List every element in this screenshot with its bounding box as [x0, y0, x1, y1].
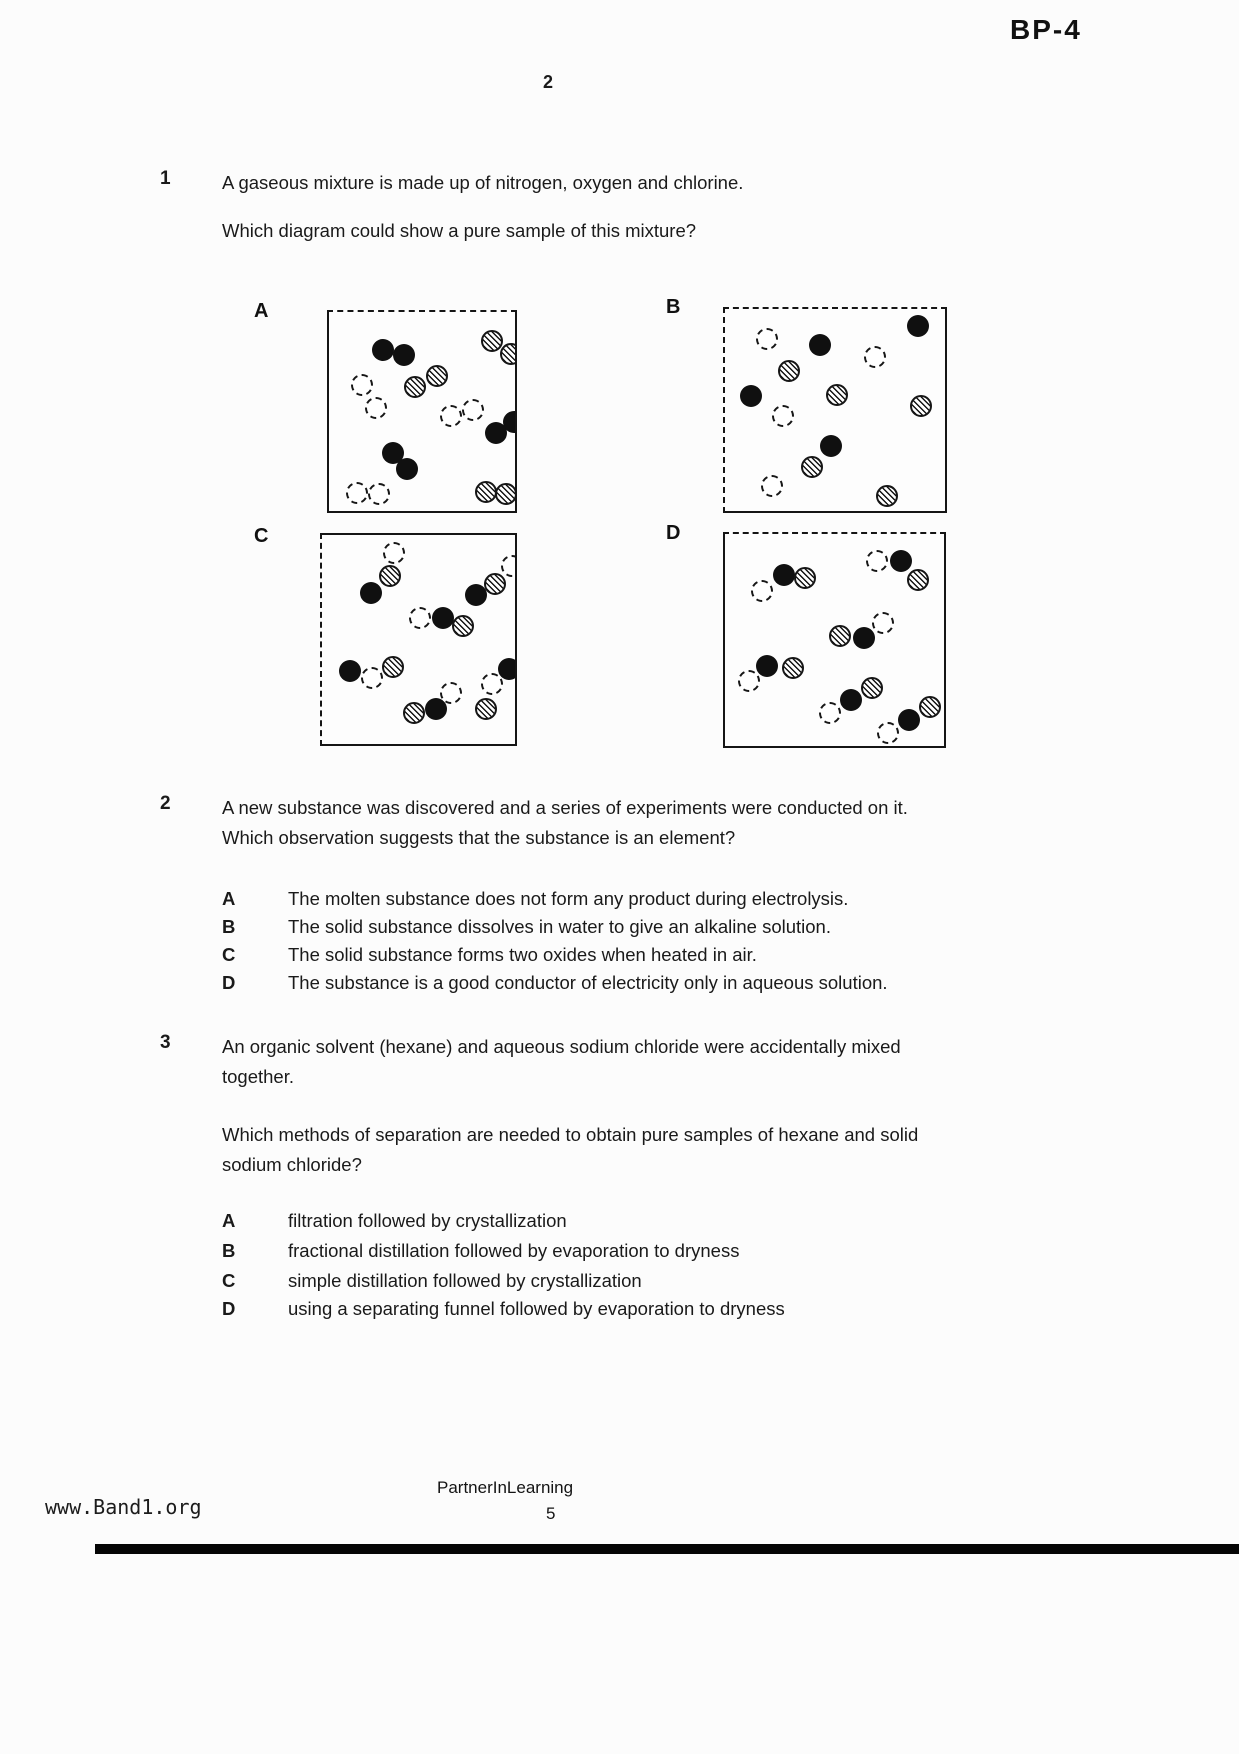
question-3-option-c	[222, 1270, 642, 1292]
white-atom	[361, 667, 383, 689]
option-letter: C	[222, 944, 236, 965]
black-atom	[853, 627, 875, 649]
question-3-stem-line-2: together.	[222, 1066, 295, 1087]
hatched-atom	[452, 615, 474, 637]
option-letter: D	[222, 1298, 236, 1319]
hatched-atom	[426, 365, 448, 387]
hatched-atom	[404, 376, 426, 398]
diagram-label-D: D	[666, 522, 681, 544]
hatched-atom	[794, 567, 816, 589]
hatched-atom	[910, 395, 932, 417]
header-code: BP-4	[1010, 14, 1082, 45]
question-3-stem-line-1: An organic solvent (hexane) and aqueous sodium chloride were accidentally mixed	[222, 1036, 901, 1057]
option-text: using a separating funnel followed by evaporation to dryness	[288, 1298, 785, 1319]
question-2-number: 2	[160, 793, 171, 814]
option-letter: C	[222, 1270, 236, 1291]
hatched-atom	[801, 456, 823, 478]
question-2-stem-line-1: A new substance was discovered and a series of experiments were conducted on it.	[222, 797, 908, 818]
black-atom	[339, 660, 361, 682]
diagram-box-D	[723, 532, 946, 748]
white-atom	[365, 397, 387, 419]
white-atom	[864, 346, 886, 368]
question-1-stem-line-2: Which diagram could show a pure sample of this mixture?	[222, 220, 697, 241]
diagram-label-C: C	[254, 525, 269, 547]
option-text: The substance is a good conductor of electricity only in aqueous solution.	[288, 972, 888, 993]
black-atom	[890, 550, 912, 572]
question-3-number: 3	[160, 1032, 171, 1053]
hatched-atom	[379, 565, 401, 587]
black-atom	[498, 658, 517, 680]
hatched-atom	[861, 677, 883, 699]
question-3-stem-line-3: Which methods of separation are needed to obtain pure samples of hexane and solid	[222, 1124, 919, 1145]
hatched-atom	[382, 656, 404, 678]
diagram-label-A: A	[254, 300, 269, 322]
hatched-atom	[782, 657, 804, 679]
white-atom	[772, 405, 794, 427]
black-atom	[898, 709, 920, 731]
white-atom	[738, 670, 760, 692]
question-3-stem-line-4: sodium chloride?	[222, 1154, 362, 1175]
diagram-box-B	[723, 307, 947, 513]
option-text: simple distillation followed by crystallization	[288, 1270, 642, 1291]
option-letter: A	[222, 888, 236, 909]
hatched-atom	[481, 330, 503, 352]
diagram-box-C	[320, 533, 517, 746]
diagram-box-A	[327, 310, 517, 513]
white-atom	[440, 682, 462, 704]
footer-page-number: 5	[546, 1504, 556, 1523]
white-atom	[877, 722, 899, 744]
hatched-atom	[484, 573, 506, 595]
option-letter: A	[222, 1210, 236, 1231]
hatched-atom	[475, 481, 497, 503]
white-atom	[346, 482, 368, 504]
black-atom	[740, 385, 762, 407]
white-atom	[872, 612, 894, 634]
hatched-atom	[403, 702, 425, 724]
hatched-atom	[495, 483, 517, 505]
question-1-number: 1	[160, 168, 171, 189]
black-atom	[465, 584, 487, 606]
option-letter: B	[222, 916, 236, 937]
question-3-option-a	[222, 1210, 567, 1232]
option-text: The solid substance forms two oxides when heated in air.	[288, 944, 757, 965]
option-text: filtration followed by crystallization	[288, 1210, 567, 1231]
diagram-label-B: B	[666, 296, 681, 318]
hatched-atom	[919, 696, 941, 718]
question-1-stem-line-1: A gaseous mixture is made up of nitrogen, oxygen and chlorine.	[222, 172, 744, 193]
watermark-url: www.Band1.org	[45, 1495, 202, 1519]
hatched-atom	[778, 360, 800, 382]
white-atom	[819, 702, 841, 724]
question-2-option-b	[222, 916, 831, 938]
white-atom	[481, 673, 503, 695]
white-atom	[756, 328, 778, 350]
hatched-atom	[500, 343, 517, 365]
white-atom	[501, 555, 517, 577]
white-atom	[409, 607, 431, 629]
option-text: The molten substance does not form any product during electrolysis.	[288, 888, 849, 909]
hatched-atom	[907, 569, 929, 591]
black-atom	[809, 334, 831, 356]
question-2-stem-line-2: Which observation suggests that the substance is an element?	[222, 827, 736, 848]
white-atom	[440, 405, 462, 427]
black-atom	[773, 564, 795, 586]
hatched-atom	[876, 485, 898, 507]
white-atom	[368, 483, 390, 505]
option-letter: D	[222, 972, 236, 993]
hatched-atom	[829, 625, 851, 647]
question-3-option-d	[222, 1298, 785, 1320]
white-atom	[866, 550, 888, 572]
white-atom	[761, 475, 783, 497]
white-atom	[383, 542, 405, 564]
option-text: The solid substance dissolves in water to give an alkaline solution.	[288, 916, 831, 937]
white-atom	[751, 580, 773, 602]
black-atom	[756, 655, 778, 677]
white-atom	[351, 374, 373, 396]
page-number-top: 2	[543, 72, 554, 92]
question-3-option-b	[222, 1240, 739, 1262]
footer-brand: PartnerInLearning	[437, 1478, 574, 1497]
question-2-option-a	[222, 888, 848, 910]
option-letter: B	[222, 1240, 236, 1261]
black-atom	[396, 458, 418, 480]
hatched-atom	[475, 698, 497, 720]
black-atom	[820, 435, 842, 457]
black-atom	[840, 689, 862, 711]
black-atom	[360, 582, 382, 604]
scan-artifact-bar	[95, 1544, 1239, 1554]
black-atom	[372, 339, 394, 361]
black-atom	[393, 344, 415, 366]
black-atom	[907, 315, 929, 337]
white-atom	[462, 399, 484, 421]
black-atom	[432, 607, 454, 629]
option-text: fractional distillation followed by evaporation to dryness	[288, 1240, 740, 1261]
question-2-option-d	[222, 972, 888, 994]
question-2-option-c	[222, 944, 757, 966]
hatched-atom	[826, 384, 848, 406]
